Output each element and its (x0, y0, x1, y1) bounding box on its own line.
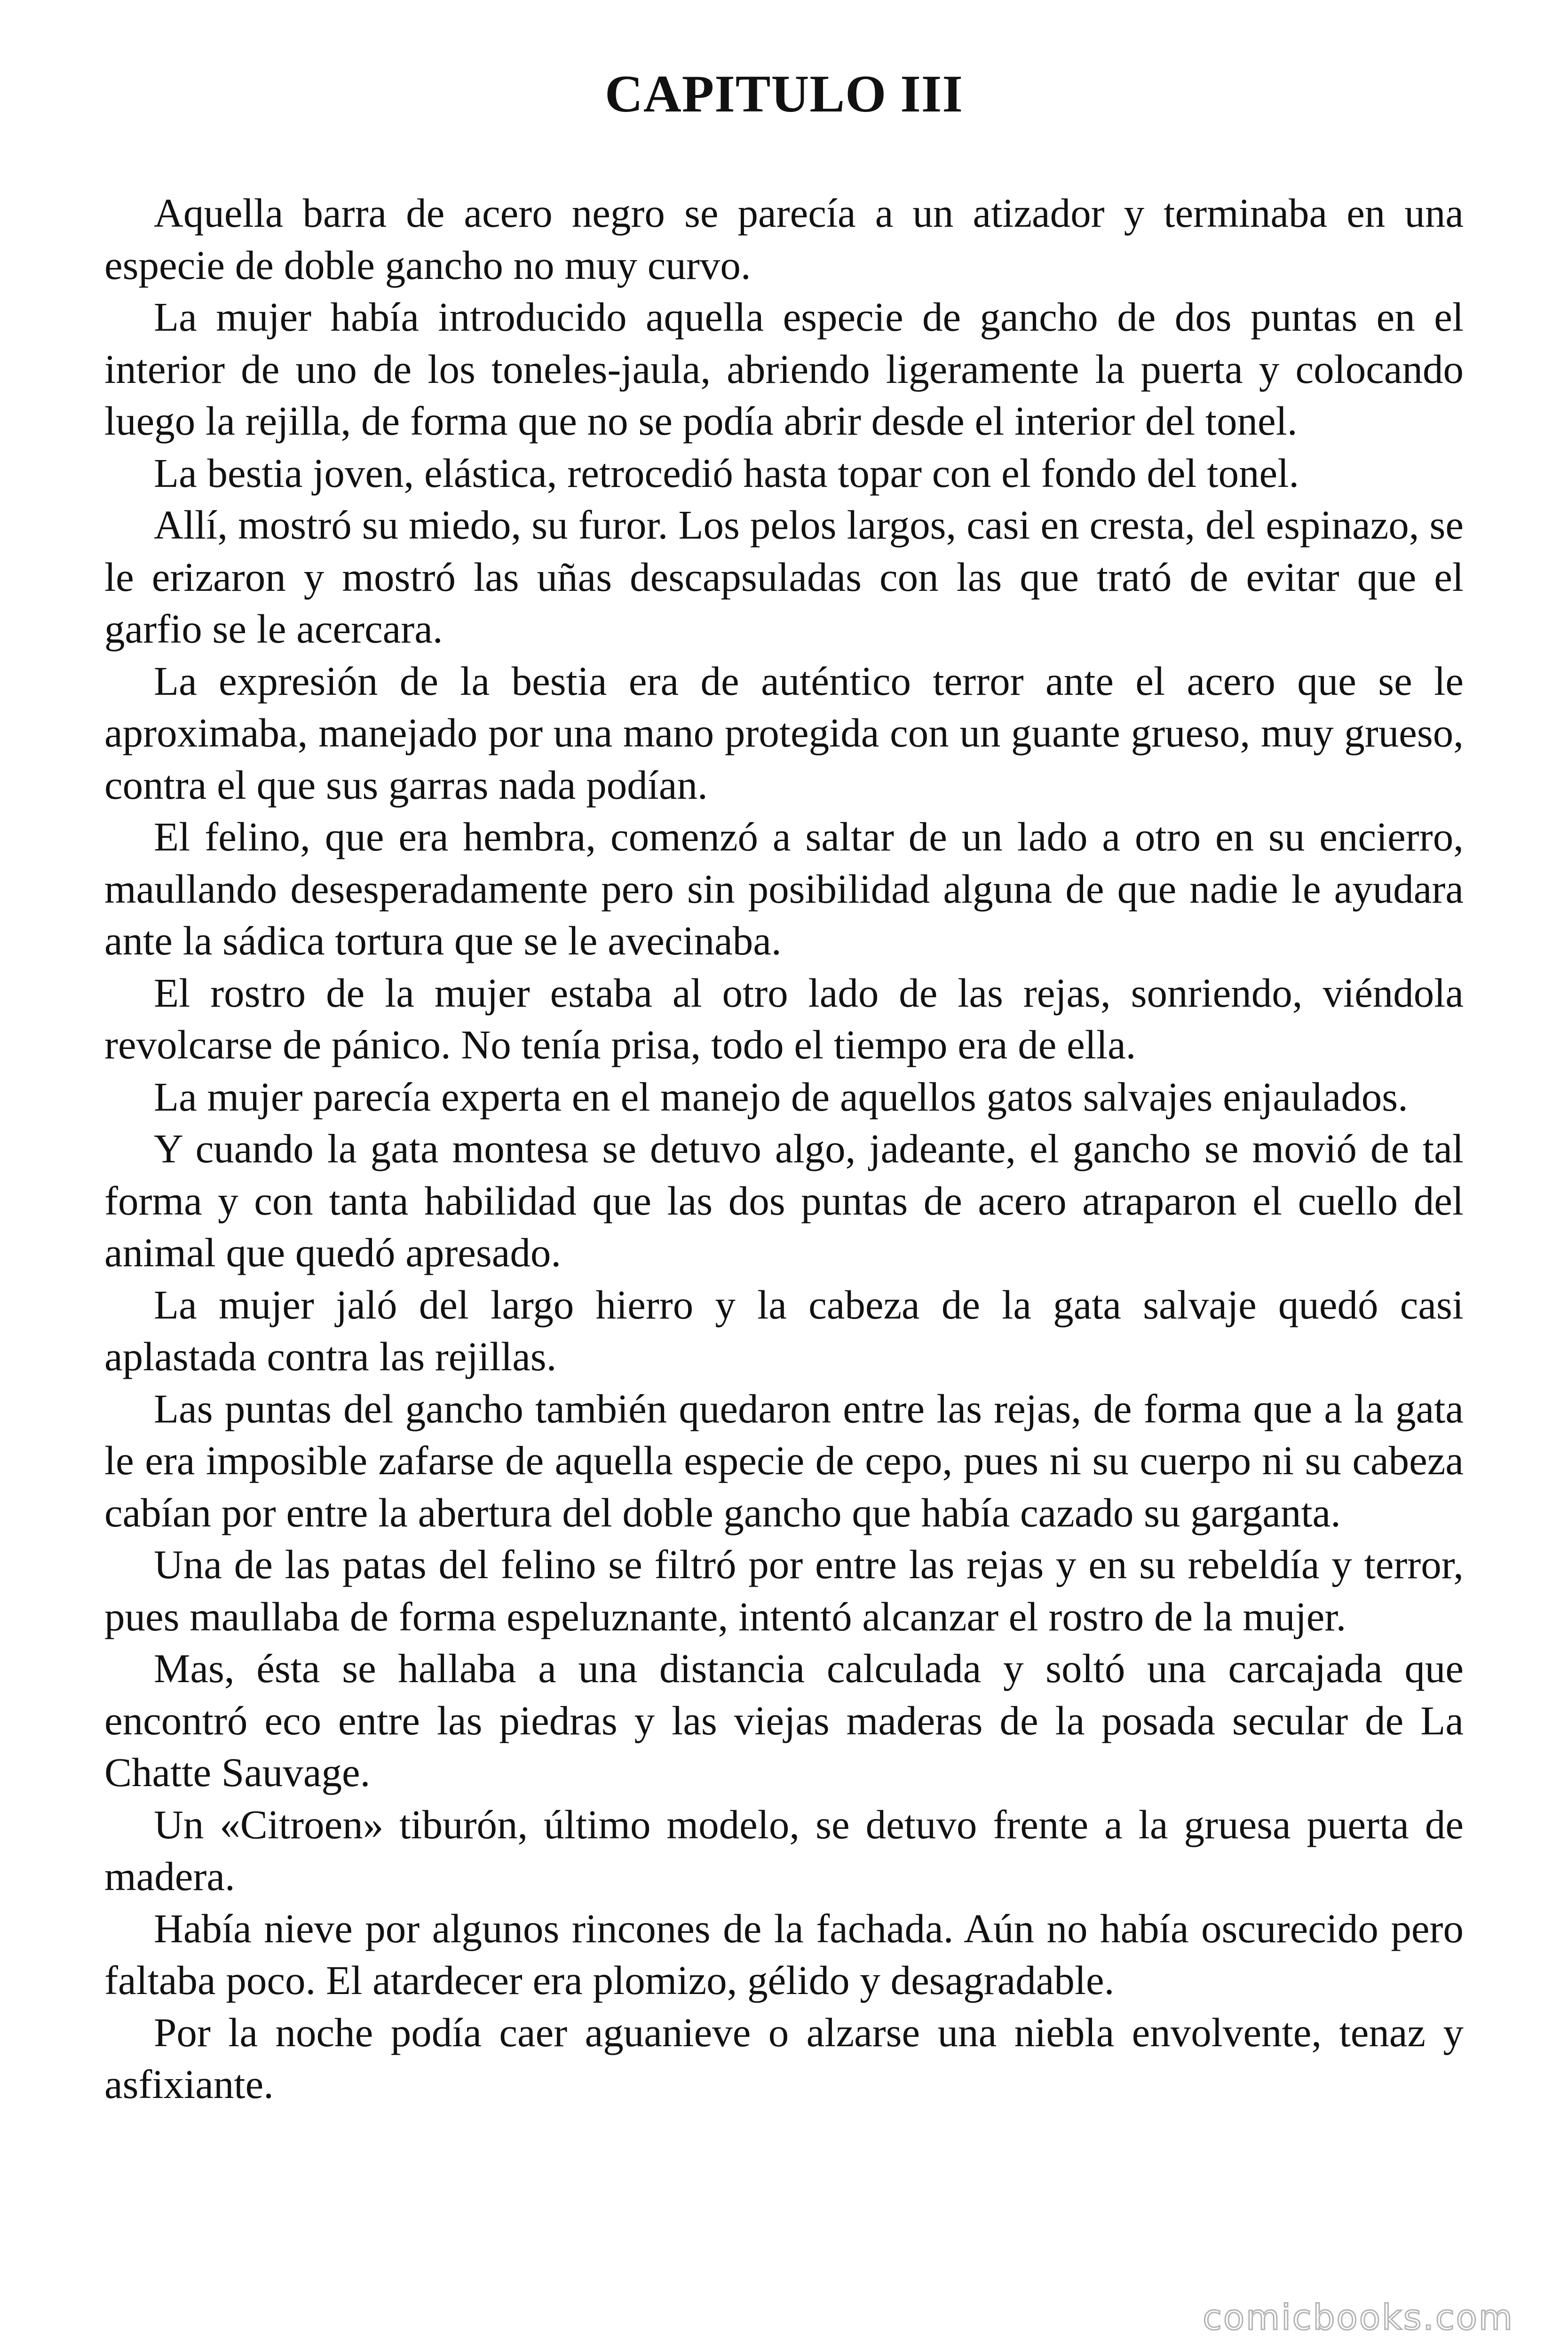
paragraph: La expresión de la bestia era de auténtico terror ante el acero que se le aproximaba, manejado por una mano protegida con un guante grueso, muy grueso, contra el que sus garras nada podían. (104, 658, 1464, 808)
paragraph: Allí, mostró su miedo, su furor. Los pelos largos, casi en cresta, del espinazo, se le erizaron y mostró las uñas descapsuladas con las que trató de evitar que el garfio se le acercara. (104, 502, 1464, 652)
paragraph: Había nieve por algunos rincones de la fachada. Aún no había oscurecido pero faltaba poco. El atardecer era plomizo, gélido y desagradable. (104, 1905, 1464, 2003)
paragraph: La bestia joven, elástica, retrocedió hasta topar con el fondo del tonel. (154, 450, 1299, 496)
paragraph: Las puntas del gancho también quedaron entre las rejas, de forma que a la gata le era imposible zafarse de aquella especie de cepo, pues ni su cuerpo ni su cabeza cabían por entre la abertura del doble gancho que había cazado su garganta. (104, 1385, 1464, 1535)
paragraph: Y cuando la gata montesa se detuvo algo, jadeante, el gancho se movió de tal forma y con tanta habilidad que las dos puntas de acero atraparon el cuello del animal que quedó apresado. (104, 1126, 1464, 1275)
paragraph: La mujer había introducido aquella especie de gancho de dos puntas en el interior de uno de los toneles-jaula, abriendo ligeramente la puerta y colocando luego la rejilla, de forma que no se podía abrir desde el interior del tonel. (104, 294, 1464, 444)
paragraph: El felino, que era hembra, comenzó a saltar de un lado a otro en su encierro, maullando desesperadamente pero sin posibilidad alguna de que nadie le ayudara ante la sádica tortura que se le avecinaba. (104, 814, 1464, 963)
chapter-body (104, 187, 1464, 2111)
paragraph: La mujer parecía experta en el manejo de aquellos gatos salvajes enjaulados. (154, 1073, 1408, 1120)
paragraph: Un «Citroen» tiburón, último modelo, se detuvo frente a la gruesa puerta de madera. (104, 1801, 1464, 1899)
chapter-title: CAPITULO III (605, 65, 963, 123)
paragraph: Mas, ésta se hallaba a una distancia calculada y soltó una carcajada que encontró eco entre las piedras y las viejas maderas de la posada secular de La Chatte Sauvage. (104, 1645, 1464, 1795)
watermark: comicbooks.com (1203, 2297, 1514, 2338)
paragraph: Aquella barra de acero negro se parecía a un atizador y terminaba en una especie de doble gancho no muy curvo. (104, 190, 1464, 288)
paragraph: Por la noche podía caer aguanieve o alzarse una niebla envolvente, tenaz y asfixiante. (104, 2009, 1464, 2107)
paragraph: Una de las patas del felino se filtró por entre las rejas y en su rebeldía y terror, pues maullaba de forma espeluznante, intentó alcanzar el rostro de la mujer. (104, 1542, 1464, 1639)
paragraph: La mujer jaló del largo hierro y la cabeza de la gata salvaje quedó casi aplastada contra las rejillas. (104, 1281, 1464, 1379)
paragraph: El rostro de la mujer estaba al otro lado de las rejas, sonriendo, viéndola revolcarse de pánico. No tenía prisa, todo el tiempo era de ella. (104, 969, 1464, 1067)
